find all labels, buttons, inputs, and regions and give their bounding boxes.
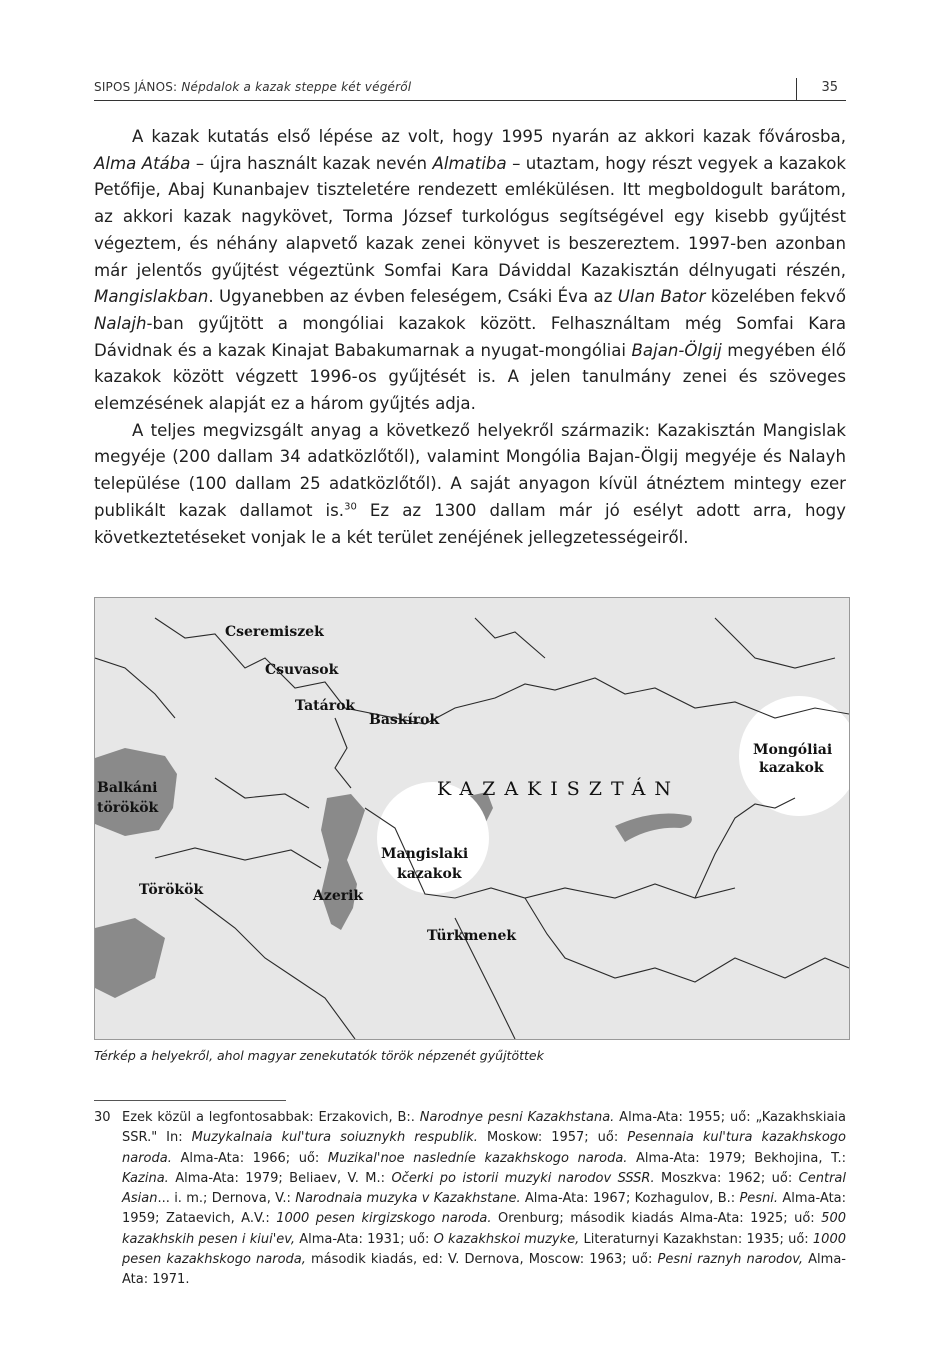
paragraph-2 (94, 418, 846, 552)
text-run: Orenburg; második kiadás Alma-Ata: 1925; uő: (491, 1211, 822, 1227)
footnote-body (122, 1108, 846, 1291)
text-run: második kiadás, ed: V. Dernova, Moscow: 1963; uő: (305, 1252, 658, 1268)
text-run: – utaztam, hogy részt vegyek a kazakok Petőfije, Abaj Kunanbajev tiszteletére rendezett emlékülésen. Itt megboldogult barátom, az akkori kazak nagykövet, Torma József turkológus segítségével egy kisebb gyűjtést végeztem, és néhány alapvető kazak zenei könyvet is beszereztem. 1997-ben azonban már jelentős gyűjtést végeztünk Somfai Kara Dáviddal Kazakisztán délnyugati részén, (94, 153, 846, 280)
paragraph-1 (94, 124, 846, 418)
map-label-turkmenek: Türkmenek (427, 928, 517, 944)
italic-place-name: Alma Atába (94, 153, 191, 173)
italic-place-name: Mangislakban (94, 287, 209, 307)
italic-title: Očerki po istorii muzyki narodov SSSR. (391, 1170, 655, 1186)
map-label-azerik: Azerik (313, 888, 364, 904)
map-label-csuvasok: Csuvasok (265, 662, 339, 678)
italic-title: Narodnaia muzyka v Kazakhstane. (295, 1191, 521, 1207)
text-run: közelében fekvő (705, 287, 847, 307)
footnote-reference[interactable]: 30 (344, 501, 357, 513)
italic-title: O kazakhskoi muzyke, (433, 1231, 580, 1247)
text-run: Literaturnyi Kazakhstan: 1935; uő: (579, 1231, 813, 1247)
map-label-mongoliai-kazakok: kazakok (759, 760, 824, 776)
text-run: Alma-Ata: 1979; Beliaev, V. M.: (168, 1170, 392, 1186)
italic-title: Central Asian (122, 1170, 846, 1207)
text-run: -ban gyűjtött a mongóliai kazakok között. Felhasználtam még Somfai Kara Dávidnak és a kazak Kinajat Babakumarnak a nyugat-mongóliai (94, 313, 846, 360)
mediterranean-sea (95, 918, 165, 998)
lake-balkhash (615, 814, 692, 842)
italic-place-name: Bajan-Ölgij (631, 340, 722, 360)
italic-place-name: Ulan Bator (617, 287, 706, 307)
italic-title: 1000 pesen kirgizskogo naroda. (276, 1211, 492, 1227)
map-label-mangislaki-kazakok: kazakok (397, 866, 462, 882)
italic-place-name: Almatiba (432, 153, 507, 173)
map-label-mangislaki: Mangislaki (381, 846, 469, 862)
running-head-text (94, 80, 411, 94)
italic-title: Kazina. (122, 1170, 169, 1186)
map-label-tatarok: Tatárok (295, 698, 356, 714)
body-text (94, 124, 846, 551)
map-label-mongoliai: Mongóliai (753, 742, 833, 758)
text-run: Moskow: 1957; uő: (477, 1130, 628, 1146)
text-run: Alma-Ata: 1967; Kozhagulov, B.: (520, 1191, 740, 1207)
italic-place-name: Nalajh (94, 313, 147, 333)
italic-title: 1000 pesen kazakhskogo naroda, (122, 1231, 846, 1268)
text-run: – újra használt kazak nevén (190, 153, 433, 173)
map-label-kazakisztan: KAZAKISZTÁN (437, 778, 680, 800)
footnote-separator (94, 1100, 286, 1101)
italic-title: Pesni raznyh narodov, (657, 1252, 804, 1268)
text-run: Ezek közül a legfontosabbak: Erzakovich, B:. (122, 1110, 420, 1125)
map-label-balkani-torokok: törökök (97, 800, 159, 816)
map-label-baskirok: Baskírok (369, 712, 440, 728)
text-run: Alma-Ata: 1979; Bekhojina, T.: (627, 1150, 846, 1166)
map-label-torokok: Törökök (139, 882, 204, 898)
italic-title: Narodnye pesni Kazakhstana. (419, 1110, 615, 1125)
italic-title: Muzikal'noe nasledníe kazakhskogo naroda. (327, 1150, 628, 1166)
text-run: Moszkva: 1962; uő: (654, 1170, 799, 1186)
footnote-number: 30 (94, 1110, 111, 1125)
figure-map (94, 597, 850, 1040)
running-header (94, 76, 846, 101)
text-run: Alma-Ata: 1966; uő: (171, 1150, 328, 1166)
text-run: ... i. m.; Dernova, V.: (157, 1191, 296, 1207)
map-label-cseremiszek: Cseremiszek (225, 624, 324, 640)
page-number: 35 (821, 80, 838, 95)
header-author: SIPOS JÁNOS: (94, 80, 178, 94)
text-run: A kazak kutatás első lépése az volt, hogy 1995 nyarán az akkori kazak fővárosba, (132, 127, 846, 146)
text-run: Alma-Ata: 1971. (122, 1252, 846, 1288)
text-run: megyében élő kazakok között végzett 1996-os gyűjtését is. A jelen tanulmány zenei és szöveges elemzésének alapját ez a három gyűjtés adja. (94, 340, 846, 414)
header-divider (796, 78, 797, 100)
italic-title: Muzykalnaia kul'tura soiuznykh respublik. (191, 1130, 478, 1146)
text-run: Alma-Ata: 1931; uő: (295, 1231, 434, 1247)
text-run: Alma-Ata: 1959; Zataevich, A.V.: (122, 1191, 847, 1227)
italic-title: Pesennaia kul'tura kazakhskogo naroda. (122, 1130, 846, 1166)
map-label-balkani: Balkáni (97, 780, 158, 796)
figure-caption: Térkép a helyekről, ahol magyar zenekutatók török népzenét gyűjtöttek (94, 1048, 544, 1063)
header-title: Népdalok a kazak steppe két végéről (181, 80, 412, 94)
text-run: Alma-Ata: 1955; uő: „Kazakhskiaia SSR." In: (122, 1110, 846, 1146)
footnote-30 (94, 1108, 846, 1291)
text-run: Ez az 1300 dallam már jó esélyt adott arra, hogy következtetéseket vonjak le a két terület zenéjének jellegzetességeiről. (94, 500, 847, 547)
text-run: . Ugyanebben az évben feleségem, Csáki Éva az (208, 287, 618, 307)
italic-title: Pesni. (739, 1191, 779, 1207)
italic-title: 500 kazakhskih pesen i kiui'ev, (122, 1211, 846, 1247)
caspian-sea (321, 794, 365, 930)
text-run: A teljes megvizsgált anyag a következő helyekről származik: Kazakisztán Mangislak megyéje (200 dallam 34 adatközlőtől), valamint Mongólia Bajan-Ölgij megyéje és Nalayh települése (100 dallam 25 adatközlőtől). A saját anyagon kívül átnéztem mintegy ezer publikált kazak dallamot is. (94, 420, 846, 520)
map-graphic (95, 598, 849, 1039)
